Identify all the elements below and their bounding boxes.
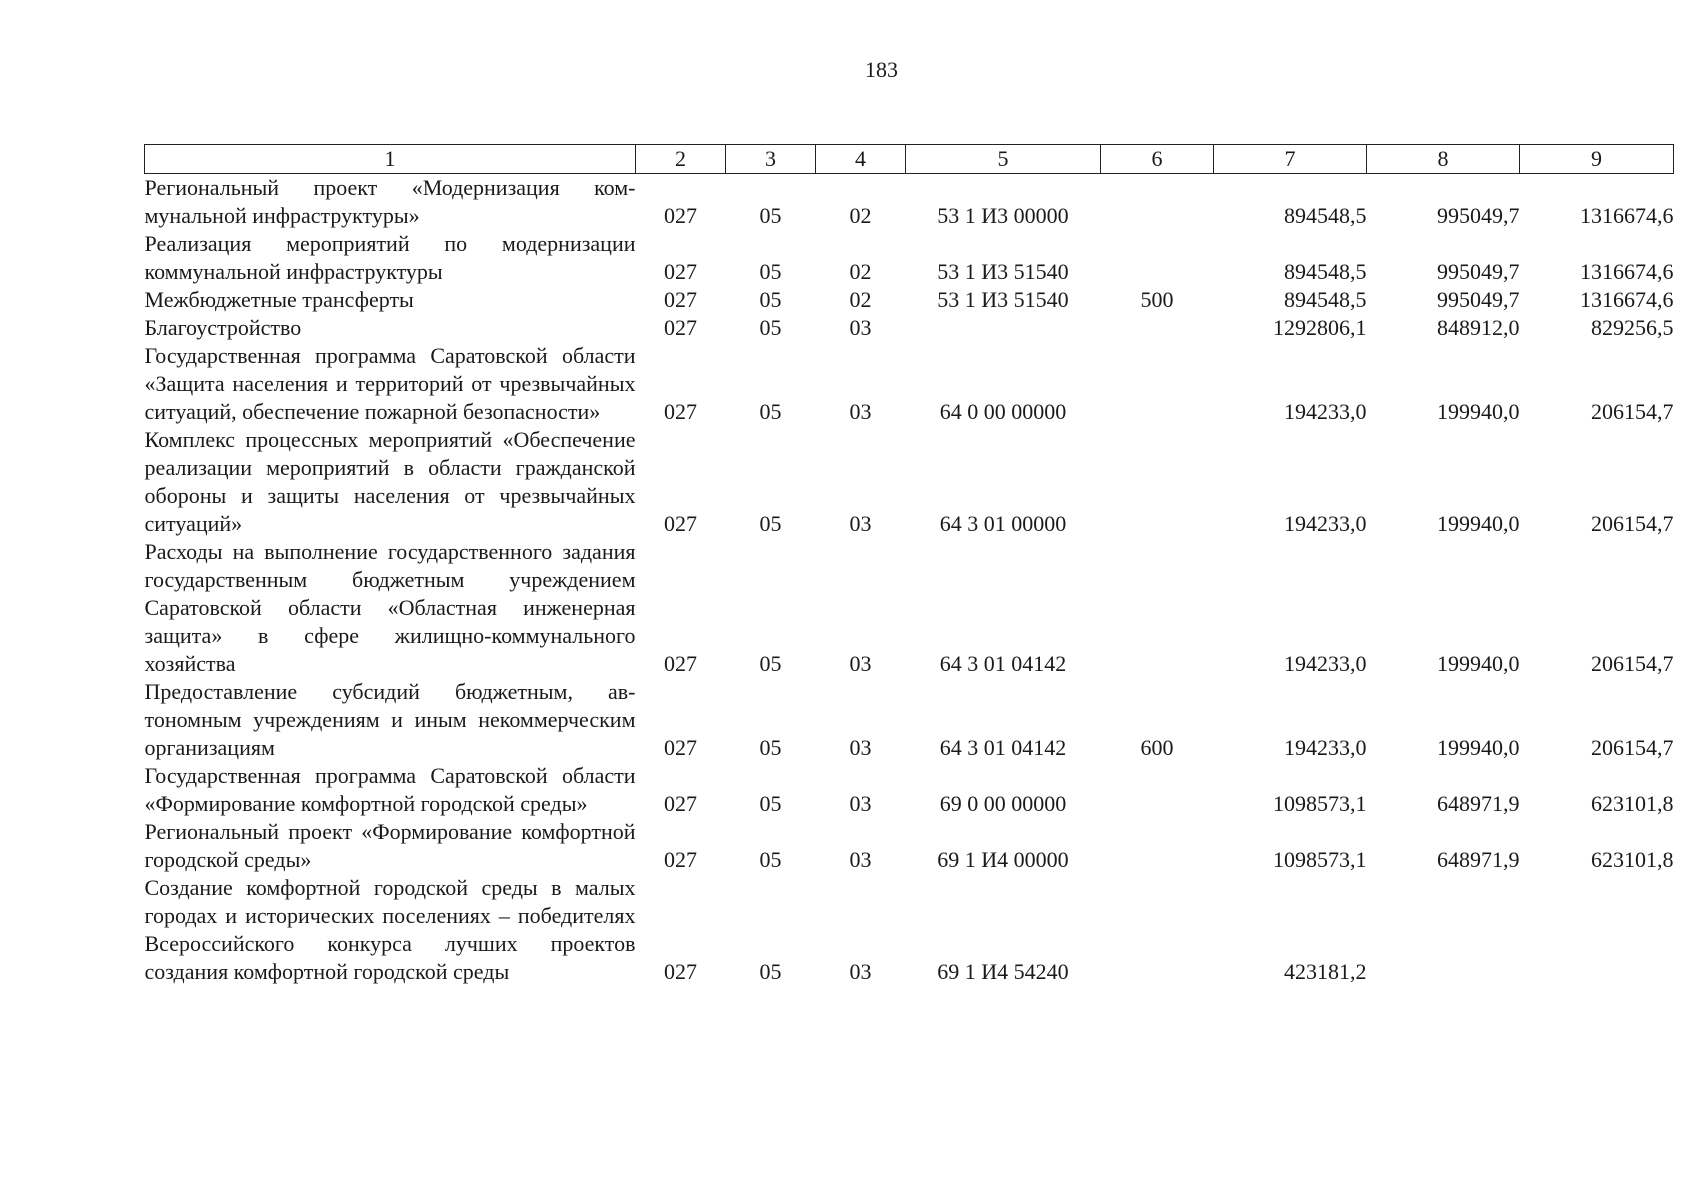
row-col-3: 05 (759, 847, 782, 872)
row-name: Государственная программа Саратовской области «Формирование комфортной городской среды» (144, 763, 636, 816)
row-col-7: 194233,0 (1284, 651, 1367, 676)
row-col-7: 423181,2 (1284, 959, 1367, 984)
row-col-5 (906, 314, 1101, 342)
row-col-3: 05 (759, 315, 782, 340)
row-col-9 (1520, 874, 1674, 986)
header-cell-1: 1 (145, 145, 636, 174)
row-col-9: 206154,7 (1591, 399, 1674, 424)
row-col-4: 02 (849, 287, 872, 312)
table-row (145, 426, 1674, 538)
row-col-5: 64 3 01 00000 (939, 511, 1067, 536)
row-col-8 (1367, 874, 1520, 986)
row-col-2: 027 (664, 791, 697, 816)
row-col-4: 03 (849, 315, 872, 340)
row-col-4: 03 (849, 847, 872, 872)
row-col-6 (1101, 426, 1214, 538)
row-name: Комплекс процессных мероприятий «Обеспечение реализации мероприятий в области гражданской обороны и защиты населения от чрезвычайных ситуаций» (144, 427, 636, 536)
row-col-3: 05 (759, 735, 782, 760)
row-col-5: 64 3 01 04142 (939, 735, 1067, 760)
row-col-3: 05 (759, 511, 782, 536)
row-col-3: 05 (759, 287, 782, 312)
header-cell-6: 6 (1101, 145, 1214, 174)
row-col-9: 1316674,6 (1580, 203, 1674, 228)
row-col-4: 03 (849, 511, 872, 536)
table-row (145, 818, 1674, 874)
header-cell-3: 3 (726, 145, 816, 174)
row-col-6 (1101, 874, 1214, 986)
row-col-9: 1316674,6 (1580, 259, 1674, 284)
row-col-6 (1101, 762, 1214, 818)
row-col-6 (1101, 230, 1214, 286)
table-row (145, 174, 1674, 231)
header-cell-5: 5 (906, 145, 1101, 174)
budget-table-body (145, 174, 1674, 987)
row-col-7: 194233,0 (1284, 735, 1367, 760)
row-col-5: 69 1 И4 54240 (937, 959, 1069, 984)
row-col-6 (1101, 818, 1214, 874)
row-col-7: 194233,0 (1284, 511, 1367, 536)
row-col-7: 894548,5 (1284, 259, 1367, 284)
row-col-7: 894548,5 (1284, 203, 1367, 228)
row-col-4: 03 (849, 399, 872, 424)
row-name: Государственная программа Саратовской области «Защита населения и территорий от чрезвычайных ситуаций, обеспечение пожарной безопасности» (144, 343, 636, 424)
header-row (145, 145, 1674, 174)
row-col-4: 03 (849, 651, 872, 676)
row-col-7: 1098573,1 (1273, 791, 1367, 816)
row-col-2: 027 (664, 511, 697, 536)
row-col-5: 69 1 И4 00000 (937, 847, 1069, 872)
row-col-8: 199940,0 (1437, 651, 1520, 676)
row-col-8: 848912,0 (1437, 315, 1520, 340)
row-col-9: 206154,7 (1591, 735, 1674, 760)
row-col-6 (1101, 174, 1214, 231)
row-col-8: 995049,7 (1437, 259, 1520, 284)
row-col-4: 03 (849, 959, 872, 984)
row-col-8: 199940,0 (1437, 735, 1520, 760)
budget-table (144, 144, 1674, 986)
row-col-4: 03 (849, 791, 872, 816)
row-name: Благоустройство (144, 315, 302, 340)
row-col-7: 1292806,1 (1273, 315, 1367, 340)
header-cell-7: 7 (1214, 145, 1367, 174)
header-cell-4: 4 (816, 145, 906, 174)
row-col-5: 64 3 01 04142 (939, 651, 1067, 676)
table-row (145, 314, 1674, 342)
row-col-2: 027 (664, 203, 697, 228)
row-name: Предоставление субсидий бюджетным, автономным учреждениям и иным некоммерческим организациям (144, 679, 636, 760)
row-col-9: 1316674,6 (1580, 287, 1674, 312)
row-col-8: 199940,0 (1437, 399, 1520, 424)
row-col-2: 027 (664, 651, 697, 676)
row-col-5: 64 0 00 00000 (939, 399, 1067, 424)
row-col-8: 995049,7 (1437, 203, 1520, 228)
row-col-8: 995049,7 (1437, 287, 1520, 312)
row-col-2: 027 (664, 959, 697, 984)
row-col-8: 199940,0 (1437, 511, 1520, 536)
row-col-7: 194233,0 (1284, 399, 1367, 424)
row-col-9: 829256,5 (1591, 315, 1674, 340)
header-cell-9: 9 (1520, 145, 1674, 174)
row-col-6: 600 (1140, 735, 1174, 760)
table-row (145, 538, 1674, 678)
row-col-3: 05 (759, 651, 782, 676)
row-col-4: 02 (849, 203, 872, 228)
row-col-3: 05 (759, 399, 782, 424)
row-col-7: 1098573,1 (1273, 847, 1367, 872)
row-name: Региональный проект «Модернизация коммунальной инфраструктуры» (144, 175, 636, 228)
row-col-5: 53 1 И3 51540 (937, 259, 1069, 284)
row-col-2: 027 (664, 847, 697, 872)
row-name: Создание комфортной городской среды в малых городах и исторических поселениях – победителях Всероссийского конкурса лучших проектов создания комфортной городской среды (144, 875, 636, 984)
table-row (145, 678, 1674, 762)
header-cell-8: 8 (1367, 145, 1520, 174)
row-col-2: 027 (664, 735, 697, 760)
row-name: Региональный проект «Формирование комфортной городской среды» (144, 819, 636, 872)
row-col-6 (1101, 314, 1214, 342)
row-col-3: 05 (759, 259, 782, 284)
row-col-4: 03 (849, 735, 872, 760)
row-col-9: 206154,7 (1591, 511, 1674, 536)
table-row (145, 874, 1674, 986)
table-row (145, 230, 1674, 286)
row-col-2: 027 (664, 315, 697, 340)
row-name: Межбюджетные трансферты (144, 287, 414, 312)
row-col-9: 206154,7 (1591, 651, 1674, 676)
row-col-5: 53 1 И3 00000 (937, 203, 1069, 228)
header-cell-2: 2 (636, 145, 726, 174)
row-col-3: 05 (759, 791, 782, 816)
row-name: Расходы на выполнение государственного задания государственным бюджетным учреждением Саратовской области «Областная инженерная защита» в сфере жилищно-коммунального хозяйства (144, 539, 636, 676)
row-col-6 (1101, 538, 1214, 678)
row-col-9: 623101,8 (1591, 791, 1674, 816)
row-col-4: 02 (849, 259, 872, 284)
row-col-3: 05 (759, 959, 782, 984)
row-col-6 (1101, 342, 1214, 426)
table-row (145, 286, 1674, 314)
table-row (145, 762, 1674, 818)
row-col-8: 648971,9 (1437, 791, 1520, 816)
row-col-8: 648971,9 (1437, 847, 1520, 872)
row-col-2: 027 (664, 399, 697, 424)
row-name: Реализация мероприятий по модернизации коммунальной инфраструктуры (144, 231, 636, 284)
row-col-6: 500 (1140, 287, 1174, 312)
row-col-5: 69 0 00 00000 (939, 791, 1067, 816)
row-col-5: 53 1 И3 51540 (937, 287, 1069, 312)
row-col-7: 894548,5 (1284, 287, 1367, 312)
row-col-9: 623101,8 (1591, 847, 1674, 872)
table-row (145, 342, 1674, 426)
row-col-2: 027 (664, 287, 697, 312)
page-number: 183 (865, 57, 898, 82)
row-col-2: 027 (664, 259, 697, 284)
row-col-3: 05 (759, 203, 782, 228)
